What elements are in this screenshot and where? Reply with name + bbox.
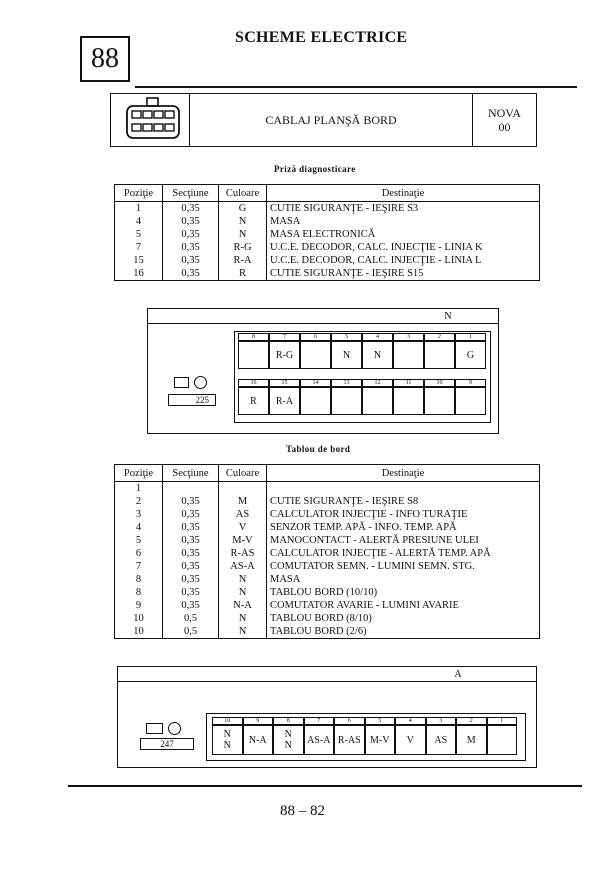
pin-cell: M-V: [365, 725, 396, 755]
cell-position: 10: [115, 625, 163, 639]
cell-color: AS: [219, 508, 267, 521]
pin-number: 13: [331, 379, 362, 387]
cell-color: M-V: [219, 534, 267, 547]
cell-color: N: [219, 573, 267, 586]
cell-section: 0,35: [163, 241, 219, 254]
bottom-rule: [68, 785, 582, 787]
cell-color: N: [219, 612, 267, 625]
table-row: [115, 508, 540, 521]
pin-cell: M: [456, 725, 487, 755]
pin-number: 7: [269, 333, 300, 341]
cell-position: 8: [115, 573, 163, 586]
cell-color: R-A: [219, 254, 267, 267]
cell-color: N: [219, 586, 267, 599]
connector-thumbnail: [111, 94, 190, 146]
cell-section: 0,35: [163, 228, 219, 241]
cell-position: 1: [115, 202, 163, 216]
cell-position: 5: [115, 228, 163, 241]
cell-position: 16: [115, 267, 163, 281]
table-row: [115, 202, 540, 216]
cell-destination: U.C.E. DECODOR, CALC. INJECŢIE - LINIA K: [267, 241, 540, 254]
pin-number: 10: [212, 717, 243, 725]
pin-number: 7: [304, 717, 335, 725]
cell-destination: COMUTATOR SEMN. - LUMINI SEMN. STG.: [267, 560, 540, 573]
cell-position: 7: [115, 241, 163, 254]
table-row: [115, 586, 540, 599]
cell-destination: TABLOU BORD (10/10): [267, 586, 540, 599]
cell-section: 0,35: [163, 534, 219, 547]
pin-cell: N: [331, 341, 362, 369]
cell-color: N-A: [219, 599, 267, 612]
cell-position: 8: [115, 586, 163, 599]
pin-cell: [300, 387, 331, 415]
col-header: Culoare: [219, 185, 267, 202]
cell-color: N: [219, 215, 267, 228]
cell-position: 2: [115, 495, 163, 508]
cell-color: N: [219, 228, 267, 241]
key-hole-icon: [168, 722, 181, 735]
cell-color: N: [219, 625, 267, 639]
pin-number: 4: [362, 333, 393, 341]
pin-cell: [455, 387, 486, 415]
cell-section: 0,35: [163, 202, 219, 216]
pin-cell: G: [455, 341, 486, 369]
cell-color: R-AS: [219, 547, 267, 560]
pin-number: 4: [395, 717, 426, 725]
page-footer: 88 – 82: [280, 803, 325, 819]
model-name: NOVA: [487, 106, 522, 120]
part-number: 247: [140, 738, 194, 750]
pin-cell: AS: [426, 725, 457, 755]
cell-position: 1: [115, 482, 163, 496]
pin-cell: R-A: [269, 387, 300, 415]
pin-cell: [300, 341, 331, 369]
cell-section: 0,35: [163, 521, 219, 534]
cell-section: 0,35: [163, 599, 219, 612]
pin-number: 14: [300, 379, 331, 387]
pin-cell: [238, 341, 269, 369]
pin-cell: R-G: [269, 341, 300, 369]
pin-cell: [424, 341, 455, 369]
cell-destination: MASA: [267, 215, 540, 228]
diag-table: [114, 184, 540, 281]
bord-table: [114, 464, 540, 639]
key-hole-icon: [194, 376, 207, 389]
connector-icon: [111, 94, 188, 145]
col-header: Poziţie: [115, 465, 163, 482]
cell-destination: CALCULATOR INJECŢIE - INFO TURAŢIE: [267, 508, 540, 521]
pin-number: 11: [393, 379, 424, 387]
pin-number: 16: [238, 379, 269, 387]
page-number-box: [80, 36, 130, 82]
table-row: [115, 241, 540, 254]
connector-label: A: [454, 669, 462, 680]
bord-caption: Tablou de bord: [286, 444, 351, 454]
table-row: [115, 254, 540, 267]
pin-cell: N N: [273, 725, 304, 755]
table-row: [115, 573, 540, 586]
cell-color: G: [219, 202, 267, 216]
pin-cell: [424, 387, 455, 415]
col-header: Secţiune: [163, 465, 219, 482]
bord-connector-diagram: [117, 666, 537, 768]
cell-destination: [267, 482, 540, 496]
table-row: [115, 534, 540, 547]
pin-number: 9: [243, 717, 274, 725]
pin-number: 10: [424, 379, 455, 387]
pin-cell: [393, 341, 424, 369]
cell-position: 7: [115, 560, 163, 573]
table-row: [115, 228, 540, 241]
cell-color: R-G: [219, 241, 267, 254]
cell-color: R: [219, 267, 267, 281]
cell-section: 0,35: [163, 267, 219, 281]
pin-cell: [487, 725, 518, 755]
cell-position: 4: [115, 521, 163, 534]
col-header: Secţiune: [163, 185, 219, 202]
pin-cell: N N: [212, 725, 243, 755]
pin-cell: R-AS: [334, 725, 365, 755]
latch-icon: [174, 377, 189, 388]
pin-cell: [331, 387, 362, 415]
pin-number: 8: [273, 717, 304, 725]
cell-destination: SENZOR TEMP. APĂ - INFO. TEMP. APĂ: [267, 521, 540, 534]
cell-color: M: [219, 495, 267, 508]
pin-number: 6: [300, 333, 331, 341]
col-header: Culoare: [219, 465, 267, 482]
cell-section: [163, 482, 219, 496]
model-code: 00: [498, 120, 511, 134]
cell-section: 0,35: [163, 215, 219, 228]
pin-number: 1: [487, 717, 518, 725]
table-row: [115, 482, 540, 496]
cell-section: 0,35: [163, 560, 219, 573]
cell-color: [219, 482, 267, 496]
cell-position: 3: [115, 508, 163, 521]
cell-section: 0,5: [163, 625, 219, 639]
pin-number: 2: [456, 717, 487, 725]
table-row: [115, 599, 540, 612]
pin-number: 12: [362, 379, 393, 387]
cell-position: 15: [115, 254, 163, 267]
table-row: [115, 625, 540, 639]
col-header: Destinaţie: [267, 465, 540, 482]
table-row: [115, 495, 540, 508]
cell-section: 0,35: [163, 254, 219, 267]
table-row: [115, 521, 540, 534]
page-title: SCHEME ELECTRICE: [235, 29, 408, 46]
cell-position: 5: [115, 534, 163, 547]
diag-caption: Priză diagnosticare: [274, 164, 356, 174]
pin-cell: [393, 387, 424, 415]
cell-destination: MANOCONTACT - ALERTĂ PRESIUNE ULEI: [267, 534, 540, 547]
pin-number: 1: [455, 333, 486, 341]
cell-destination: TABLOU BORD (8/10): [267, 612, 540, 625]
pin-cell: N: [362, 341, 393, 369]
col-header: Poziţie: [115, 185, 163, 202]
pin-number: 6: [334, 717, 365, 725]
cell-destination: CALCULATOR INJECŢIE - ALERTĂ TEMP. APĂ: [267, 547, 540, 560]
pin-number: 5: [365, 717, 396, 725]
cell-section: 0,35: [163, 547, 219, 560]
cell-position: 4: [115, 215, 163, 228]
pin-number: 5: [331, 333, 362, 341]
col-header: Destinaţie: [267, 185, 540, 202]
table-row: [115, 267, 540, 281]
page-number: 88: [91, 43, 119, 74]
table-row: [115, 215, 540, 228]
connector-label: N: [444, 311, 452, 322]
cell-position: 10: [115, 612, 163, 625]
cell-destination: COMUTATOR AVARIE - LUMINI AVARIE: [267, 599, 540, 612]
table-row: [115, 560, 540, 573]
pin-cell: R: [238, 387, 269, 415]
cell-position: 9: [115, 599, 163, 612]
cell-section: 0,35: [163, 508, 219, 521]
cell-destination: TABLOU BORD (2/6): [267, 625, 540, 639]
pin-number: 15: [269, 379, 300, 387]
cell-destination: CUTIE SIGURANŢE - IEŞIRE S8: [267, 495, 540, 508]
diag-connector-diagram: [147, 308, 499, 434]
pin-number: 2: [424, 333, 455, 341]
pin-cell: [362, 387, 393, 415]
pin-number: 9: [455, 379, 486, 387]
cell-section: 0,35: [163, 573, 219, 586]
harness-header: [110, 93, 537, 147]
cell-color: AS-A: [219, 560, 267, 573]
model-box: [472, 94, 536, 146]
cell-destination: MASA: [267, 573, 540, 586]
table-row: [115, 612, 540, 625]
cell-section: 0,35: [163, 495, 219, 508]
cell-destination: CUTIE SIGURANŢE - IEŞIRE S3: [267, 202, 540, 216]
part-number: 225: [168, 394, 216, 406]
pin-cell: AS-A: [304, 725, 335, 755]
pin-cell: V: [395, 725, 426, 755]
top-rule: [135, 86, 577, 88]
pin-cell: N-A: [243, 725, 274, 755]
cell-section: 0,35: [163, 586, 219, 599]
pin-number: 3: [393, 333, 424, 341]
pin-number: 3: [426, 717, 457, 725]
pin-number: 8: [238, 333, 269, 341]
cell-destination: MASA ELECTRONICĂ: [267, 228, 540, 241]
cell-section: 0,5: [163, 612, 219, 625]
harness-title: CABLAJ PLANŞĂ BORD: [265, 112, 397, 127]
cell-position: 6: [115, 547, 163, 560]
table-row: [115, 547, 540, 560]
cell-destination: CUTIE SIGURANŢE - IEŞIRE S15: [267, 267, 540, 281]
latch-icon: [146, 723, 163, 734]
cell-color: V: [219, 521, 267, 534]
cell-destination: U.C.E. DECODOR, CALC. INJECŢIE - LINIA L: [267, 254, 540, 267]
